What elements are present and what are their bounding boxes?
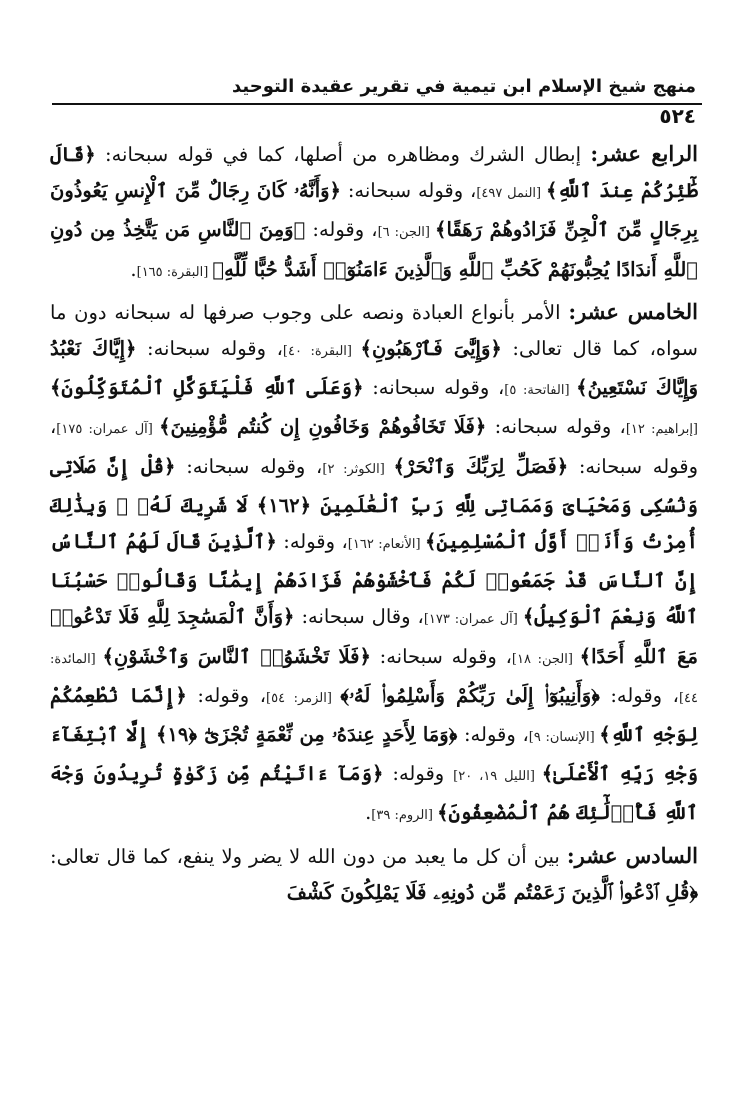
- body-text-run: ، وقوله:: [186, 683, 267, 707]
- quran-verse: ﴿إِنَّمَا نُطْعِمُكُمْ لِوَجْهِ ٱللَّهِ﴾: [50, 683, 698, 747]
- paragraph-fifteenth: [50, 294, 698, 835]
- paragraph-heading: الخامس عشر:: [568, 298, 699, 324]
- quran-verse: ﴿ٱلَّذِينَ قَالَ لَهُمُ ٱلنَّاسُ إِنَّ ٱلنَّاسَ قَدْ جَمَعُوا۟ لَكُمْ فَٱخْشَوْهُمْ فَزَادَهُمْ إِيمَٰنًا وَقَالُوا۟ حَسْبُنَا ٱللَّهُ وَنِعْمَ ٱلْوَكِيلُ﴾: [50, 530, 698, 629]
- body-text-run: ، وقال سبحانه:: [294, 605, 424, 629]
- body-text-run: الأمر بأنواع العبادة ونصه على وجوب صرفها له سبحانه دون ما سواه، كما قال تعالى:: [50, 300, 698, 361]
- running-header-title: منهج شيخ الإسلام ابن تيمية في تقرير عقيدة التوحيد: [232, 76, 696, 97]
- verse-reference: [إبراهيم: ١٢]: [625, 422, 698, 438]
- paragraph-sixteenth: [50, 838, 698, 911]
- quran-verse: ﴿وَعَلَى ٱللَّهِ فَلْيَتَوَكَّلِ ٱلْمُتَوَكِّلُونَ﴾: [50, 376, 364, 400]
- verse-reference: [آل عمران: ١٧٥]: [56, 422, 160, 438]
- header-divider: [52, 103, 702, 105]
- verse-reference: [الفاتحة: ٥]: [504, 383, 577, 399]
- verse-reference: [الجن: ١٨]: [511, 651, 580, 667]
- verse-reference: [الأنعام: ١٦٢]: [347, 537, 425, 553]
- body-text-run: ، وقوله سبحانه:: [136, 337, 283, 361]
- paragraph-fourteenth: [50, 136, 698, 291]
- verse-reference: [الإنسان: ٩]: [528, 730, 600, 746]
- verse-reference: [المائدة: ٤٤]: [50, 651, 698, 706]
- verse-reference: [الليل ١٩، ٢٠]: [453, 769, 542, 785]
- quran-verse: ﴿فَلَا تَخْشَوُا۟ ٱلنَّاسَ وَٱخْشَوْنِ﴾: [102, 644, 371, 668]
- quran-verse: ﴿وَإِيَّٰىَ فَٱرْهَبُونِ﴾: [360, 337, 502, 361]
- paragraph-heading: السادس عشر:: [566, 842, 699, 868]
- verse-reference: [الجن: ٦]: [377, 225, 436, 241]
- verse-reference: [النمل ٤٩٧]: [476, 186, 546, 202]
- quran-verse: ﴿قُلِ ٱدْعُوا۟ ٱلَّذِينَ زَعَمْتُم مِّن دُونِهِۦ فَلَا يَمْلِكُونَ كَشْفَ: [286, 880, 698, 904]
- body-text-run: ، وقوله:: [599, 683, 679, 707]
- body-text-run: ، وقوله سبحانه:: [370, 644, 512, 668]
- quran-verse: ﴿وَأَنَّ ٱلْمَسَٰجِدَ لِلَّهِ فَلَا تَدْعُوا۟ مَعَ ٱللَّهِ أَحَدًا﴾: [50, 605, 698, 668]
- body-text-run: ، وقوله سبحانه:: [175, 454, 323, 478]
- quran-verse: ﴿إِيَّاكَ نَعْبُدُ وَإِيَّاكَ نَسْتَعِينُ﴾: [50, 337, 698, 400]
- body-text-run: إبطال الشرك ومظاهره من أصلها، كما في قوله سبحانه:: [95, 143, 581, 166]
- quran-verse: ﴿وَمِنَ ٱلنَّاسِ مَن يَتَّخِذُ مِن دُونِ ٱللَّهِ أَندَادًا يُحِبُّونَهُمْ كَحُبِّ ٱللَّهِ وَٱلَّذِينَ ءَامَنُوٓا۟ أَشَدُّ حُبًّا لِّلَّهِ﴾: [50, 218, 698, 281]
- quran-verse: ﴿وَأَنَّهُۥ كَانَ رِجَالٌ مِّنَ ٱلْإِنسِ يَعُوذُونَ بِرِجَالٍ مِّنَ ٱلْجِنِّ فَزَادُوهُمْ رَهَقًا﴾: [50, 179, 699, 242]
- verse-reference: [البقرة: ٤٠]: [282, 344, 361, 360]
- body-text-run: ، وقوله سبحانه:: [363, 376, 505, 400]
- paragraph-heading: الرابع عشر:: [590, 141, 699, 166]
- body-text-run: ، وقوله:: [457, 723, 529, 747]
- body-text-run: .: [365, 801, 372, 825]
- verse-reference: [الكوثر: ٢]: [322, 461, 394, 477]
- quran-verse: ﴿وَأَنِيبُوٓا۟ إِلَىٰ رَبِّكُمْ وَأَسْلِمُوا۟ لَهُۥ﴾: [340, 683, 600, 707]
- quran-verse: ﴿وَمَآ ءَاتَيْتُم مِّن زَكَوٰةٍ تُرِيدُونَ وَجْهَ ٱللَّهِ فَأُو۟لَٰٓئِكَ هُمُ ٱلْمُضْعِفُونَ﴾: [50, 762, 698, 825]
- verse-reference: [الروم: ٣٩]: [371, 808, 438, 824]
- quran-verse: ﴿قَالَ طَٰٓئِرُكُمْ عِندَ ٱللَّهِ﴾: [50, 143, 698, 203]
- page-number: ٥٢٤: [659, 104, 696, 128]
- quran-verse: ﴿وَمَا لِأَحَدٍ عِندَهُۥ مِن نِّعْمَةٍ تُجْزَىٰٓ ﴿١٩﴾ إِلَّا ٱبْتِغَآءَ وَجْهِ رَبِّهِ ٱلْأَعْلَىٰ﴾: [50, 723, 699, 786]
- body-text-run: .: [130, 257, 137, 281]
- verse-reference: [البقرة: ١٦٥]: [136, 264, 213, 280]
- body-text-run: ، وقوله سبحانه:: [50, 415, 698, 478]
- body-text-run: ، وقوله سبحانه:: [340, 179, 477, 203]
- verse-reference: [آل عمران: ١٧٣]: [423, 612, 523, 628]
- quran-verse: ﴿فَصَلِّ لِرَبِّكَ وَٱنْحَرْ﴾: [393, 454, 569, 478]
- body-text-run: ، وقوله سبحانه:: [486, 415, 626, 439]
- body-text-run: وقوله:: [383, 762, 454, 786]
- quran-verse: ﴿فَلَا تَخَافُوهُمْ وَخَافُونِ إِن كُنتُم مُّؤْمِنِينَ﴾: [159, 415, 487, 439]
- verse-reference: [الزمر: ٥٤]: [266, 690, 341, 706]
- quran-verse: ﴿قُلْ إِنَّ صَلَاتِى وَنُسُكِى وَمَحْيَاىَ وَمَمَاتِى لِلَّهِ رَبِّ ٱلْعَٰلَمِينَ ﴿١٦٢﴾ لَا شَرِيكَ لَهُۥ ۖ وَبِذَٰلِكَ أُمِرْتُ وَأَنَا۠ أَوَّلُ ٱلْمُسْلِمِينَ﴾: [50, 454, 699, 554]
- body-text: [50, 136, 698, 911]
- body-text-run: ، وقوله:: [305, 218, 378, 242]
- body-text-run: بين أن كل ما يعبد من دون الله لا يضر ولا ينفع، كما قال تعالى:: [50, 844, 560, 868]
- paragraph-segments: [50, 298, 699, 825]
- body-text-run: ، وقوله:: [276, 530, 348, 554]
